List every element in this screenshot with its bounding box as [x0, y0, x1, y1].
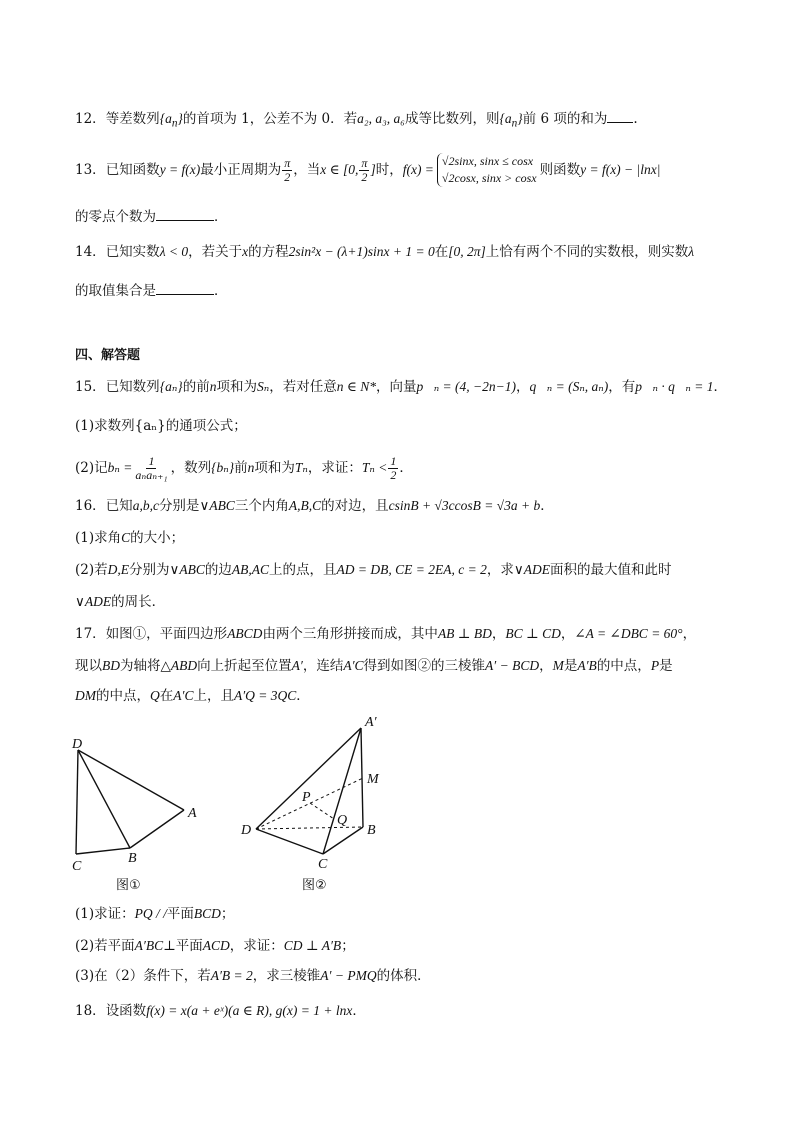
piecewise [437, 153, 537, 187]
text: 前 [234, 460, 248, 476]
math: A′B [577, 658, 597, 673]
text: 在 [434, 244, 449, 260]
math: csinB + √3ccosB = √3a + b [388, 498, 541, 513]
question-number: 18． [75, 1003, 106, 1019]
text: 得到如图②的三棱锥 [363, 658, 486, 674]
text: 已知实数 [105, 244, 160, 260]
math: BCD [193, 906, 221, 921]
math: ] [370, 162, 376, 177]
text: 上的点，且 [269, 562, 337, 578]
text: (2)若平面 [75, 938, 135, 954]
math: ∨ABC [199, 498, 235, 513]
question-number: 13． [75, 162, 106, 178]
edge-CB [76, 848, 130, 854]
math: A′ [291, 658, 303, 673]
question-15-part2 [75, 450, 413, 486]
label-P: P [302, 790, 311, 805]
numerator: 1 [390, 453, 397, 468]
math: △ABD [160, 658, 198, 673]
piecewise-case-1: √2sinx, sinx ≤ cosx [441, 154, 534, 168]
text: ，求证： [307, 460, 362, 476]
label-B: B [367, 823, 376, 838]
fraction [388, 455, 398, 482]
question-15 [75, 377, 727, 397]
text: 等差数列 [105, 111, 160, 127]
text: 项和为 [254, 460, 295, 476]
text: ，有 [608, 379, 636, 395]
math: A,B,C [288, 498, 322, 513]
text: ． [713, 379, 727, 395]
math: {a [499, 111, 512, 126]
text: 前 6 项的和为 [522, 111, 608, 127]
text: 的对边，且 [321, 498, 389, 514]
question-number: 15． [75, 379, 106, 395]
question-15-part1: (1)求数列{aₙ}的通项公式； [75, 418, 247, 434]
text: ，求 [486, 562, 514, 578]
text: ，连结 [302, 658, 344, 674]
math: x ∈ [0, [320, 162, 359, 177]
math: AD = DB, CE = 2EA, c = 2 [336, 562, 487, 577]
question-13-line2 [75, 206, 228, 227]
math: P [650, 658, 660, 673]
math: f(x) = x(a + eˣ)(a ∈ R), g(x) = 1 + lnx [146, 1003, 353, 1018]
edge-ApB [361, 728, 363, 827]
math: PQ / / [134, 906, 167, 921]
question-14 [75, 242, 694, 262]
question-number: 17． [75, 626, 106, 642]
question-17-line3 [75, 686, 310, 706]
math: n [209, 379, 217, 394]
text: (2)若 [75, 562, 108, 578]
label-Ap: A′ [365, 715, 377, 730]
math: BD [102, 658, 120, 673]
text: 的边 [204, 562, 232, 578]
math: n ∈ N* [336, 379, 376, 394]
math: DM [75, 688, 96, 703]
label-D: D [241, 823, 252, 838]
text: 的中点， [596, 658, 651, 674]
text: 在 [159, 688, 174, 704]
math: p⃗ₙ = (4, −2n−1) [416, 379, 516, 394]
text: ，若关于 [188, 244, 243, 260]
text: ， [539, 658, 553, 674]
text: ； [341, 938, 355, 954]
text: ， [560, 626, 575, 642]
text: 已知函数 [105, 162, 160, 178]
edge-AB [130, 810, 184, 848]
numerator: π [284, 155, 291, 170]
math: A′BC [134, 938, 164, 953]
edge-DC [76, 750, 78, 854]
denominator: 2 [390, 467, 397, 482]
math: {aₙ} [159, 379, 183, 394]
question-14-line2 [75, 280, 228, 301]
answer-blank[interactable] [607, 108, 633, 123]
question-17-part2 [75, 936, 355, 956]
figure-2-caption: 图② [302, 878, 327, 893]
math: M [552, 658, 564, 673]
math: CD ⊥ A′B [283, 938, 342, 953]
text: 为轴将 [120, 658, 161, 674]
text: 的零点个数为 [75, 209, 156, 225]
question-17-part3 [75, 966, 431, 986]
text: 由两个三角形拼接而成，其中 [262, 626, 438, 642]
text: 成等比数列，则 [404, 111, 500, 127]
math: λ < 0 [159, 244, 189, 259]
math: BC ⊥ CD [505, 626, 561, 641]
math: AB ⊥ BD [437, 626, 492, 641]
text: ，当 [293, 162, 321, 178]
text: 项和为 [216, 379, 257, 395]
question-12 [75, 108, 638, 134]
question-number: 16． [75, 498, 106, 514]
math: D,E [107, 562, 129, 577]
text: (1)求角 [75, 530, 122, 546]
math: A′C [343, 658, 364, 673]
denominator: aₙaₙ₊₁ [135, 467, 168, 482]
question-16-part2-line2 [75, 592, 165, 612]
math: Tₙ < [361, 460, 388, 475]
text: 的前 [182, 379, 210, 395]
math: n [247, 460, 255, 475]
fraction [282, 157, 292, 184]
edge-CB [323, 827, 363, 854]
math: AB,AC [231, 562, 270, 577]
math: } [177, 111, 183, 126]
math: y = f(x) [159, 162, 201, 177]
label-B: B [128, 851, 137, 866]
text: 面积的最大值和此时 [549, 562, 672, 578]
math: ACD [202, 938, 230, 953]
text: 时， [375, 162, 403, 178]
math: ∨ABC [169, 562, 205, 577]
question-17-line2 [75, 656, 673, 676]
math: a₂, a₃, a₆ [357, 111, 405, 126]
text: 是 [659, 658, 673, 674]
text: ， [682, 626, 697, 642]
text: (2)记 [75, 460, 108, 476]
math: bₙ = [107, 460, 133, 475]
text: 设函数 [105, 1003, 147, 1019]
text: ⊥平面 [163, 938, 203, 954]
question-number: 14． [75, 244, 106, 260]
text: ，数列 [170, 460, 212, 476]
text: 分别是 [158, 498, 200, 514]
label-A: A [188, 806, 197, 821]
math-sub: n [511, 117, 518, 130]
section-title: 四、解答题 [75, 348, 141, 363]
label-C: C [318, 857, 328, 872]
numerator: π [361, 155, 368, 170]
text: 三个内角 [234, 498, 289, 514]
numerator: 1 [148, 453, 155, 468]
text: ，求证： [229, 938, 284, 954]
piecewise-case-2: √2cosx, sinx > cosx [441, 171, 537, 185]
label-M: M [367, 772, 379, 787]
text: 则函数 [539, 162, 581, 178]
text: 平面 [166, 906, 194, 922]
figure-2 [236, 712, 396, 874]
label-C: C [72, 859, 82, 874]
fraction [359, 157, 369, 184]
math: a,b,c [132, 498, 159, 513]
math: A′ − BCD [485, 658, 540, 673]
math: 2sin²x − (λ+1)sinx + 1 = 0 [288, 244, 435, 259]
question-13 [75, 150, 660, 190]
question-16 [75, 496, 554, 516]
text: 的大小； [130, 530, 185, 546]
math: } [517, 111, 523, 126]
text: 的周长． [111, 594, 166, 610]
math: A′C [173, 688, 194, 703]
text: ． [214, 283, 228, 299]
text: 如图①，平面四边形 [105, 626, 228, 642]
text: 已知数列 [105, 379, 160, 395]
text: . [633, 111, 638, 127]
text: (1)求证： [75, 906, 135, 922]
text: ． [214, 209, 228, 225]
math: ∨ADE [513, 562, 550, 577]
figure-1-caption: 图① [116, 878, 141, 893]
text: 已知 [105, 498, 133, 514]
math: x [242, 244, 249, 259]
text: ， [491, 626, 506, 642]
math: Sₙ [256, 379, 270, 394]
math: Tₙ [294, 460, 308, 475]
math-sub: n [171, 117, 178, 130]
text: ，求三棱锥 [252, 968, 321, 984]
text: 分别为 [129, 562, 170, 578]
math: y = f(x) − |lnx| [580, 162, 661, 177]
denominator: 2 [284, 169, 291, 184]
math: ∠A = ∠DBC = 60° [574, 626, 683, 641]
math: ∨ADE [75, 594, 112, 609]
math: q⃗ₙ = (Sₙ, aₙ) [529, 379, 609, 394]
question-16-part1 [75, 528, 184, 548]
text: 向上折起至位置 [197, 658, 292, 674]
text: 上恰有两个不同的实数根，则实数 [485, 244, 689, 260]
figure-1 [66, 730, 216, 875]
edge-DC [256, 829, 323, 854]
question-17-part1 [75, 904, 234, 924]
edge-PQ-hidden [310, 803, 334, 819]
text: 是 [563, 658, 578, 674]
math: p⃗ₙ · q⃗ₙ = 1 [635, 379, 714, 394]
answer-blank[interactable] [156, 280, 214, 295]
question-17 [75, 624, 696, 644]
text: ． [296, 688, 310, 704]
math: λ [688, 244, 695, 259]
text: ． [540, 498, 554, 514]
text: ，向量 [375, 379, 417, 395]
question-16-part2 [75, 560, 671, 580]
text: ，若对任意 [269, 379, 337, 395]
text: 的中点， [96, 688, 150, 704]
label-D: D [72, 737, 83, 752]
text: 的取值集合是 [75, 283, 156, 299]
question-number: 12． [75, 111, 106, 127]
fraction [133, 455, 169, 482]
math: A′ − PMQ [320, 968, 377, 983]
math: A′Q = 3QC [233, 688, 297, 703]
denominator: 2 [361, 169, 368, 184]
math: Q [150, 688, 160, 703]
text: 的体积． [376, 968, 431, 984]
answer-blank[interactable] [156, 206, 214, 221]
math: ABCD [227, 626, 263, 641]
label-Q: Q [337, 813, 348, 828]
text: ． [399, 460, 413, 476]
text: 最小正周期为 [200, 162, 282, 178]
text: 的方程 [248, 244, 289, 260]
math: [0, 2π] [448, 244, 486, 259]
text: 上，且 [193, 688, 234, 704]
text: 的首项为 1，公差不为 0．若 [182, 111, 358, 127]
question-18 [75, 1001, 366, 1021]
math: {bₙ} [211, 460, 235, 475]
math: {a [159, 111, 172, 126]
math: f(x) = [402, 162, 434, 177]
text: 现以 [75, 658, 102, 674]
text: ． [352, 1003, 366, 1019]
math: C [121, 530, 131, 545]
math: A′B = 2 [210, 968, 253, 983]
text: (3)在（2）条件下，若 [75, 968, 211, 984]
text: ， [516, 379, 530, 395]
text: ； [220, 906, 235, 922]
